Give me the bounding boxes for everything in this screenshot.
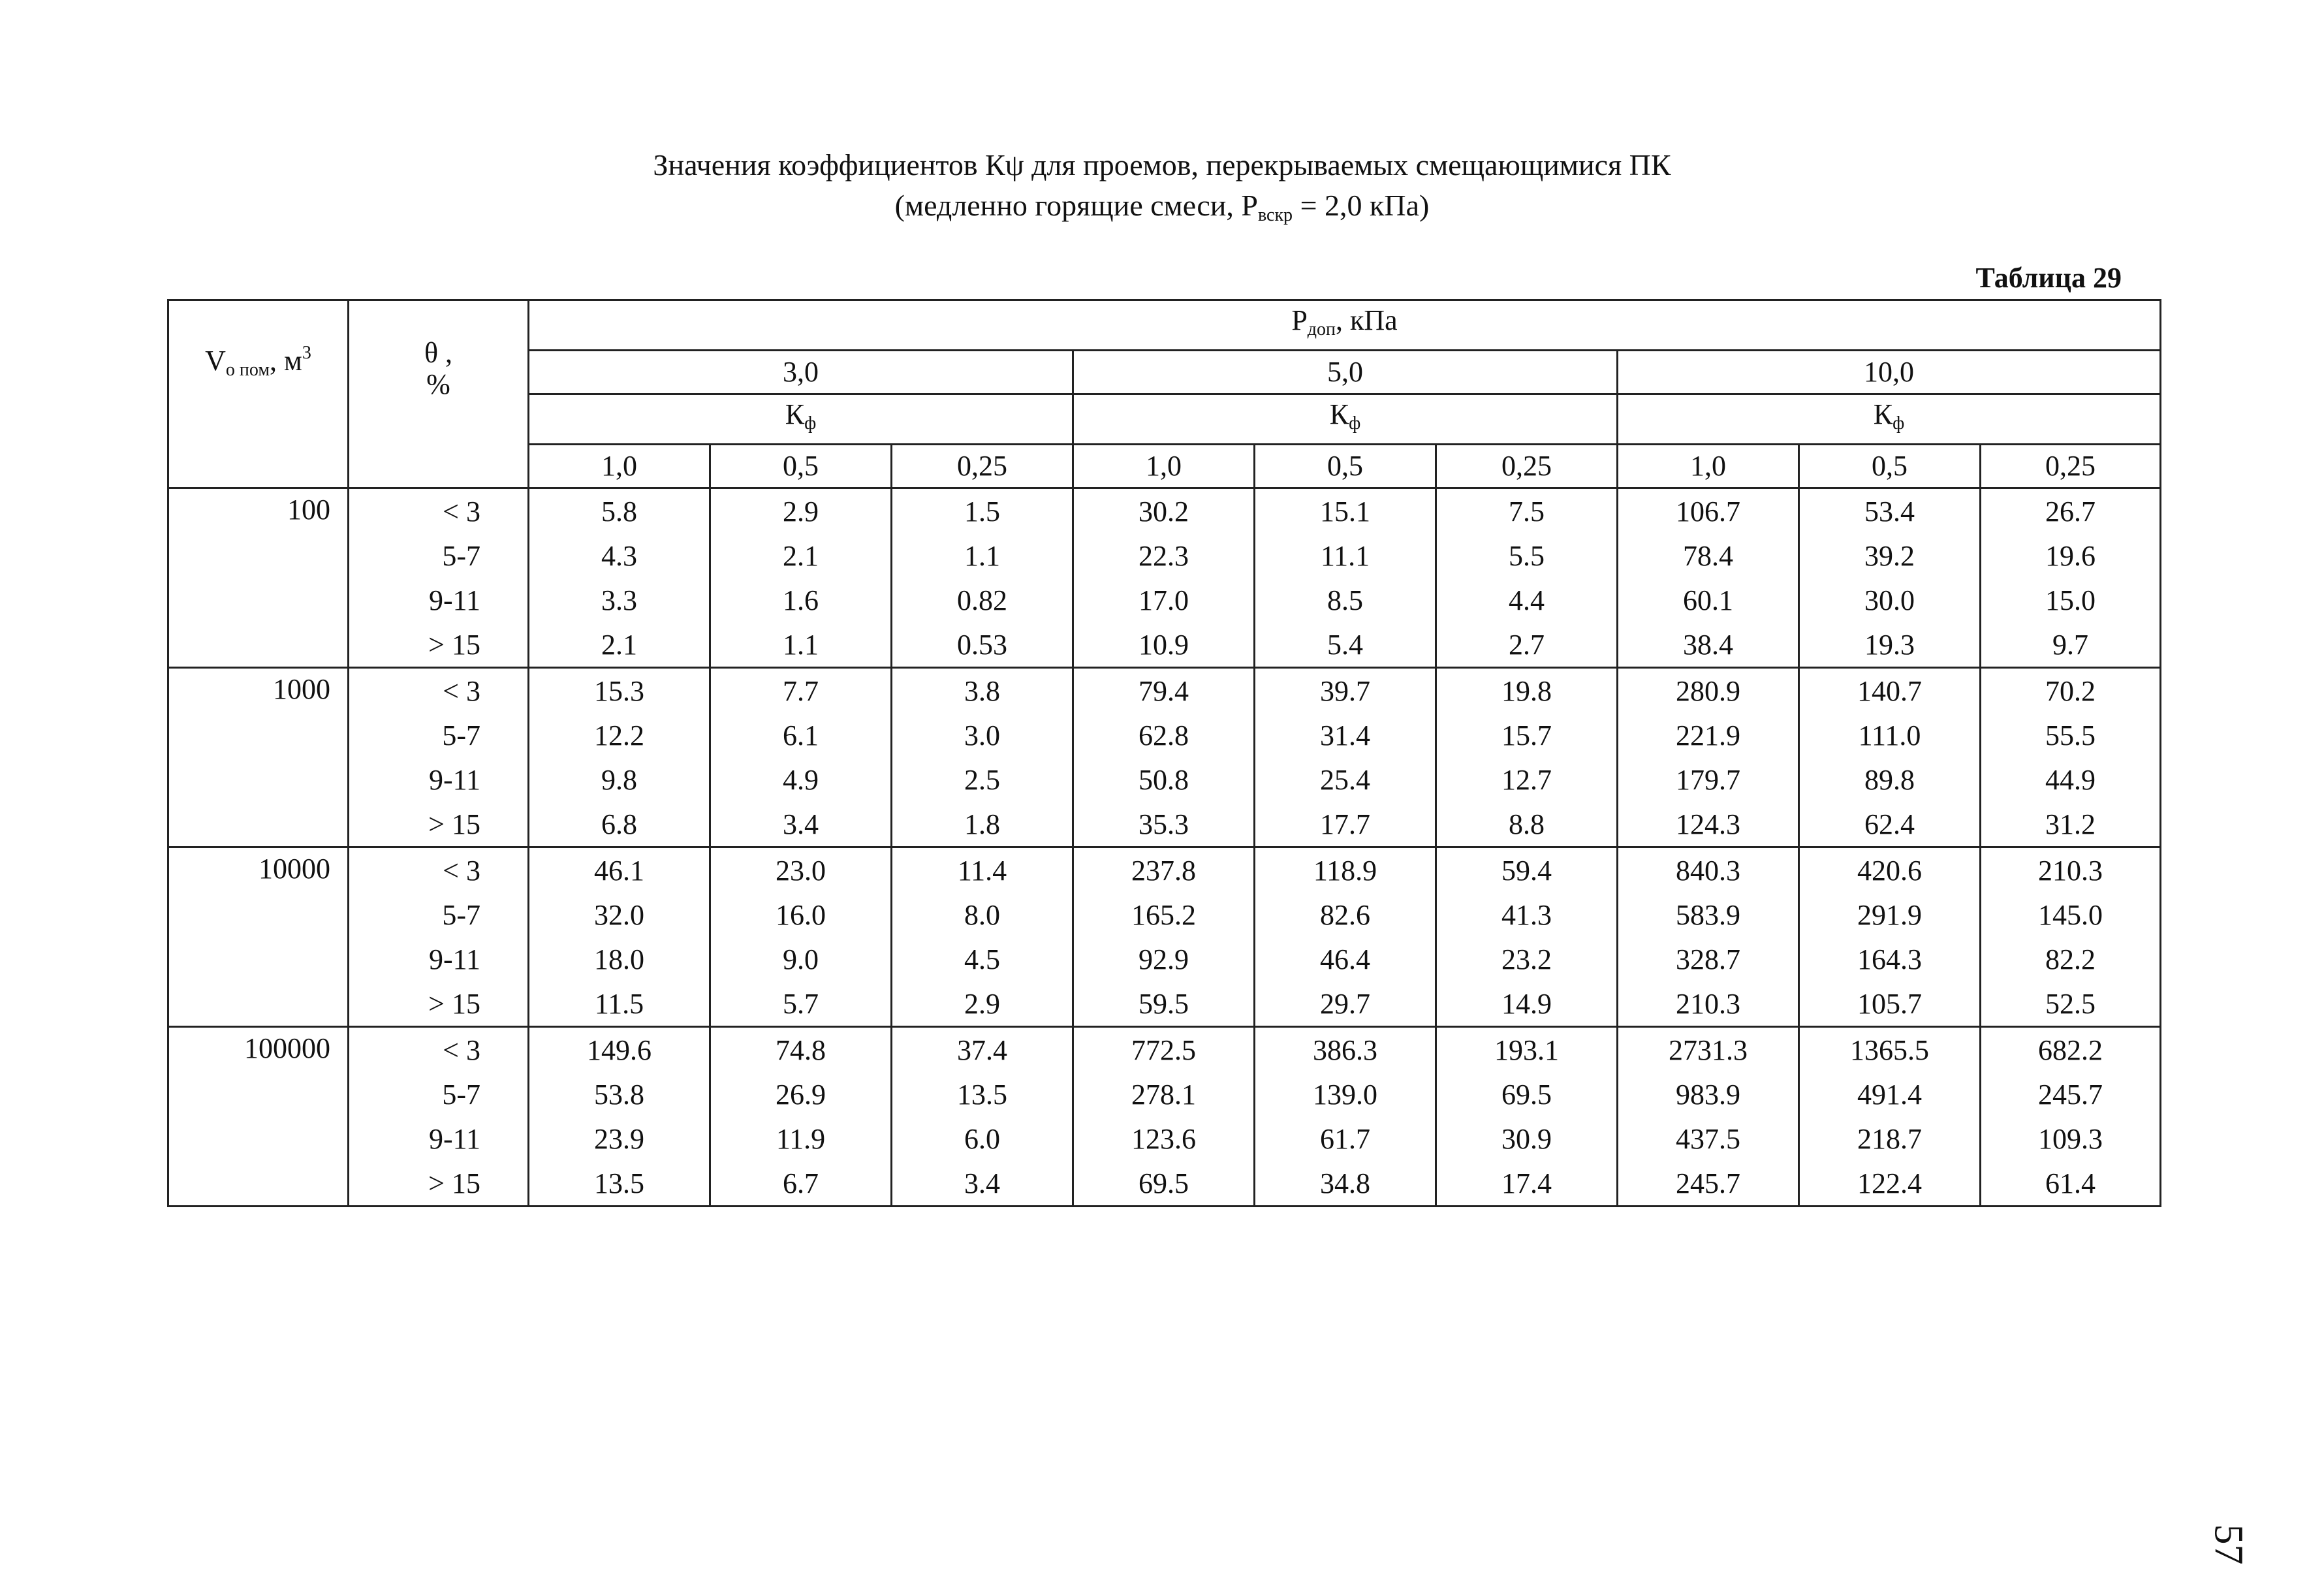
value-cell: 12.2 (529, 713, 710, 757)
value-cell: 4.3 (529, 533, 710, 578)
title-line-1: Значения коэффициентов Кψ для проемов, перекрываемых смещающимися ПК (653, 148, 1671, 182)
value-cell: 221.9 (1618, 713, 1799, 757)
value-cell: 25.4 (1255, 757, 1436, 802)
value-cell: 11.4 (892, 847, 1073, 893)
value-cell: 17.0 (1073, 578, 1255, 622)
value-cell: 23.2 (1436, 937, 1618, 981)
value-cell: 682.2 (1981, 1027, 2161, 1073)
table-row (168, 1116, 2161, 1161)
header-k-value: 1,0 (529, 445, 710, 488)
value-cell: 11.5 (529, 981, 710, 1027)
value-cell: 2.5 (892, 757, 1073, 802)
value-cell: 78.4 (1618, 533, 1799, 578)
volume-cell (168, 1116, 349, 1161)
value-cell: 10.9 (1073, 622, 1255, 668)
value-cell: 420.6 (1799, 847, 1981, 893)
volume-cell: 100 (168, 488, 349, 534)
value-cell: 30.2 (1073, 488, 1255, 534)
theta-cell: 5-7 (349, 892, 529, 937)
value-cell: 30.0 (1799, 578, 1981, 622)
theta-cell: < 3 (349, 847, 529, 893)
value-cell: 59.5 (1073, 981, 1255, 1027)
header-k-value: 0,5 (710, 445, 892, 488)
value-cell: 62.8 (1073, 713, 1255, 757)
value-cell: 31.2 (1981, 802, 2161, 847)
value-cell: 13.5 (892, 1072, 1073, 1116)
value-cell: 74.8 (710, 1027, 892, 1073)
theta-cell: > 15 (349, 1161, 529, 1207)
volume-cell (168, 578, 349, 622)
value-cell: 291.9 (1799, 892, 1981, 937)
table-row (168, 802, 2161, 847)
value-cell: 2731.3 (1618, 1027, 1799, 1073)
value-cell: 46.1 (529, 847, 710, 893)
theta-cell: < 3 (349, 1027, 529, 1073)
value-cell: 2.1 (710, 533, 892, 578)
table-row (168, 981, 2161, 1027)
value-cell: 123.6 (1073, 1116, 1255, 1161)
value-cell: 35.3 (1073, 802, 1255, 847)
value-cell: 118.9 (1255, 847, 1436, 893)
table-row (168, 847, 2161, 893)
value-cell: 7.7 (710, 668, 892, 714)
value-cell: 8.5 (1255, 578, 1436, 622)
theta-cell: 9-11 (349, 757, 529, 802)
volume-cell (168, 937, 349, 981)
value-cell: 13.5 (529, 1161, 710, 1207)
title-line-2-prefix: (медленно горящие смеси, P (894, 189, 1258, 222)
value-cell: 19.3 (1799, 622, 1981, 668)
value-cell: 1.6 (710, 578, 892, 622)
value-cell: 840.3 (1618, 847, 1799, 893)
value-cell: 437.5 (1618, 1116, 1799, 1161)
value-cell: 82.2 (1981, 937, 2161, 981)
value-cell: 105.7 (1799, 981, 1981, 1027)
value-cell: 8.0 (892, 892, 1073, 937)
value-cell: 140.7 (1799, 668, 1981, 714)
value-cell: 1.1 (892, 533, 1073, 578)
value-cell: 39.2 (1799, 533, 1981, 578)
value-cell: 210.3 (1618, 981, 1799, 1027)
value-cell: 0.53 (892, 622, 1073, 668)
theta-cell: > 15 (349, 802, 529, 847)
header-theta: θ , % (349, 300, 529, 488)
value-cell: 145.0 (1981, 892, 2161, 937)
value-cell: 280.9 (1618, 668, 1799, 714)
header-k-value: 0,5 (1255, 445, 1436, 488)
volume-cell (168, 802, 349, 847)
value-cell: 1365.5 (1799, 1027, 1981, 1073)
value-cell: 106.7 (1618, 488, 1799, 534)
table-row (168, 937, 2161, 981)
volume-cell (168, 713, 349, 757)
title-line-2-suffix: = 2,0 кПа) (1293, 189, 1430, 222)
value-cell: 2.7 (1436, 622, 1618, 668)
value-cell: 218.7 (1799, 1116, 1981, 1161)
value-cell: 8.8 (1436, 802, 1618, 847)
value-cell: 15.0 (1981, 578, 2161, 622)
value-cell: 164.3 (1799, 937, 1981, 981)
value-cell: 1.5 (892, 488, 1073, 534)
value-cell: 52.5 (1981, 981, 2161, 1027)
header-k-label: $К_ф$ (529, 394, 1073, 445)
value-cell: 124.3 (1618, 802, 1799, 847)
theta-cell: 9-11 (349, 578, 529, 622)
theta-cell: 5-7 (349, 713, 529, 757)
volume-cell: 1000 (168, 668, 349, 714)
value-cell: 983.9 (1618, 1072, 1799, 1116)
theta-cell: 5-7 (349, 1072, 529, 1116)
value-cell: 2.9 (892, 981, 1073, 1027)
value-cell: 32.0 (529, 892, 710, 937)
header-k-label: $К_ф$ (1618, 394, 2161, 445)
page-number: 57 (2206, 1524, 2251, 1565)
value-cell: 70.2 (1981, 668, 2161, 714)
value-cell: 11.1 (1255, 533, 1436, 578)
value-cell: 69.5 (1436, 1072, 1618, 1116)
value-cell: 11.9 (710, 1116, 892, 1161)
header-pressure-value: 3,0 (529, 351, 1073, 394)
table-row (168, 668, 2161, 714)
header-k-label: $К_ф$ (1073, 394, 1618, 445)
value-cell: 22.3 (1073, 533, 1255, 578)
theta-cell: 5-7 (349, 533, 529, 578)
table-row (168, 757, 2161, 802)
value-cell: 4.9 (710, 757, 892, 802)
theta-cell: > 15 (349, 981, 529, 1027)
page-title (0, 145, 2324, 236)
value-cell: 3.4 (710, 802, 892, 847)
theta-cell: < 3 (349, 668, 529, 714)
value-cell: 245.7 (1981, 1072, 2161, 1116)
table-row (168, 1072, 2161, 1116)
value-cell: 3.3 (529, 578, 710, 622)
value-cell: 491.4 (1799, 1072, 1981, 1116)
theta-cell: 9-11 (349, 937, 529, 981)
value-cell: 5.5 (1436, 533, 1618, 578)
value-cell: 139.0 (1255, 1072, 1436, 1116)
value-cell: 111.0 (1799, 713, 1981, 757)
volume-cell (168, 981, 349, 1027)
value-cell: 9.7 (1981, 622, 2161, 668)
value-cell: 2.9 (710, 488, 892, 534)
value-cell: 23.9 (529, 1116, 710, 1161)
value-cell: 5.8 (529, 488, 710, 534)
value-cell: 9.8 (529, 757, 710, 802)
header-k-value: 0,25 (1436, 445, 1618, 488)
value-cell: 237.8 (1073, 847, 1255, 893)
value-cell: 6.1 (710, 713, 892, 757)
value-cell: 210.3 (1981, 847, 2161, 893)
volume-cell (168, 533, 349, 578)
header-k-value: 1,0 (1073, 445, 1255, 488)
value-cell: 18.0 (529, 937, 710, 981)
header-volume: $V_{о пом}$, $м^3$ (168, 300, 349, 488)
volume-cell (168, 757, 349, 802)
value-cell: 165.2 (1073, 892, 1255, 937)
header-pressure-value: 5,0 (1073, 351, 1618, 394)
value-cell: 46.4 (1255, 937, 1436, 981)
value-cell: 3.8 (892, 668, 1073, 714)
value-cell: 7.5 (1436, 488, 1618, 534)
value-cell: 53.4 (1799, 488, 1981, 534)
title-line-2 (0, 185, 2324, 236)
value-cell: 14.9 (1436, 981, 1618, 1027)
value-cell: 15.7 (1436, 713, 1618, 757)
value-cell: 37.4 (892, 1027, 1073, 1073)
value-cell: 31.4 (1255, 713, 1436, 757)
value-cell: 4.5 (892, 937, 1073, 981)
value-cell: 6.8 (529, 802, 710, 847)
value-cell: 23.0 (710, 847, 892, 893)
value-cell: 193.1 (1436, 1027, 1618, 1073)
value-cell: 0.82 (892, 578, 1073, 622)
value-cell: 5.4 (1255, 622, 1436, 668)
value-cell: 109.3 (1981, 1116, 2161, 1161)
coefficient-table (167, 299, 2161, 1207)
value-cell: 386.3 (1255, 1027, 1436, 1073)
volume-cell (168, 622, 349, 668)
value-cell: 62.4 (1799, 802, 1981, 847)
volume-cell (168, 892, 349, 937)
theta-cell: < 3 (349, 488, 529, 534)
table-row (168, 578, 2161, 622)
value-cell: 245.7 (1618, 1161, 1799, 1207)
value-cell: 772.5 (1073, 1027, 1255, 1073)
value-cell: 12.7 (1436, 757, 1618, 802)
value-cell: 61.4 (1981, 1161, 2161, 1207)
value-cell: 92.9 (1073, 937, 1255, 981)
value-cell: 278.1 (1073, 1072, 1255, 1116)
value-cell: 122.4 (1799, 1161, 1981, 1207)
value-cell: 38.4 (1618, 622, 1799, 668)
value-cell: 3.0 (892, 713, 1073, 757)
header-k-value: 1,0 (1618, 445, 1799, 488)
value-cell: 59.4 (1436, 847, 1618, 893)
value-cell: 69.5 (1073, 1161, 1255, 1207)
table-row (168, 892, 2161, 937)
value-cell: 4.4 (1436, 578, 1618, 622)
value-cell: 30.9 (1436, 1116, 1618, 1161)
value-cell: 89.8 (1799, 757, 1981, 802)
table-row (168, 1027, 2161, 1073)
header-k-value: 0,25 (1981, 445, 2161, 488)
value-cell: 15.1 (1255, 488, 1436, 534)
header-pressure: $P_{доп}$, кПа (529, 300, 2161, 351)
theta-cell: > 15 (349, 622, 529, 668)
value-cell: 29.7 (1255, 981, 1436, 1027)
volume-cell (168, 1161, 349, 1207)
value-cell: 5.7 (710, 981, 892, 1027)
volume-cell: 10000 (168, 847, 349, 893)
value-cell: 15.3 (529, 668, 710, 714)
value-cell: 53.8 (529, 1072, 710, 1116)
value-cell: 328.7 (1618, 937, 1799, 981)
value-cell: 50.8 (1073, 757, 1255, 802)
theta-cell: 9-11 (349, 1116, 529, 1161)
table-label: Таблица 29 (1975, 262, 2122, 294)
value-cell: 17.7 (1255, 802, 1436, 847)
volume-cell: 100000 (168, 1027, 349, 1073)
value-cell: 55.5 (1981, 713, 2161, 757)
value-cell: 41.3 (1436, 892, 1618, 937)
value-cell: 17.4 (1436, 1161, 1618, 1207)
value-cell: 1.1 (710, 622, 892, 668)
value-cell: 16.0 (710, 892, 892, 937)
header-k-value: 0,5 (1799, 445, 1981, 488)
value-cell: 82.6 (1255, 892, 1436, 937)
header-k-value: 0,25 (892, 445, 1073, 488)
table-row (168, 488, 2161, 534)
value-cell: 26.7 (1981, 488, 2161, 534)
value-cell: 9.0 (710, 937, 892, 981)
title-line-2-sub: вскр (1257, 205, 1293, 225)
value-cell: 3.4 (892, 1161, 1073, 1207)
value-cell: 583.9 (1618, 892, 1799, 937)
value-cell: 34.8 (1255, 1161, 1436, 1207)
header-pressure-value: 10,0 (1618, 351, 2161, 394)
value-cell: 19.6 (1981, 533, 2161, 578)
value-cell: 1.8 (892, 802, 1073, 847)
volume-cell (168, 1072, 349, 1116)
value-cell: 61.7 (1255, 1116, 1436, 1161)
table-row (168, 622, 2161, 668)
table-row (168, 1161, 2161, 1207)
value-cell: 6.7 (710, 1161, 892, 1207)
value-cell: 6.0 (892, 1116, 1073, 1161)
value-cell: 149.6 (529, 1027, 710, 1073)
value-cell: 179.7 (1618, 757, 1799, 802)
value-cell: 2.1 (529, 622, 710, 668)
table-row (168, 713, 2161, 757)
table-row (168, 533, 2161, 578)
value-cell: 44.9 (1981, 757, 2161, 802)
value-cell: 26.9 (710, 1072, 892, 1116)
value-cell: 39.7 (1255, 668, 1436, 714)
value-cell: 60.1 (1618, 578, 1799, 622)
value-cell: 19.8 (1436, 668, 1618, 714)
value-cell: 79.4 (1073, 668, 1255, 714)
